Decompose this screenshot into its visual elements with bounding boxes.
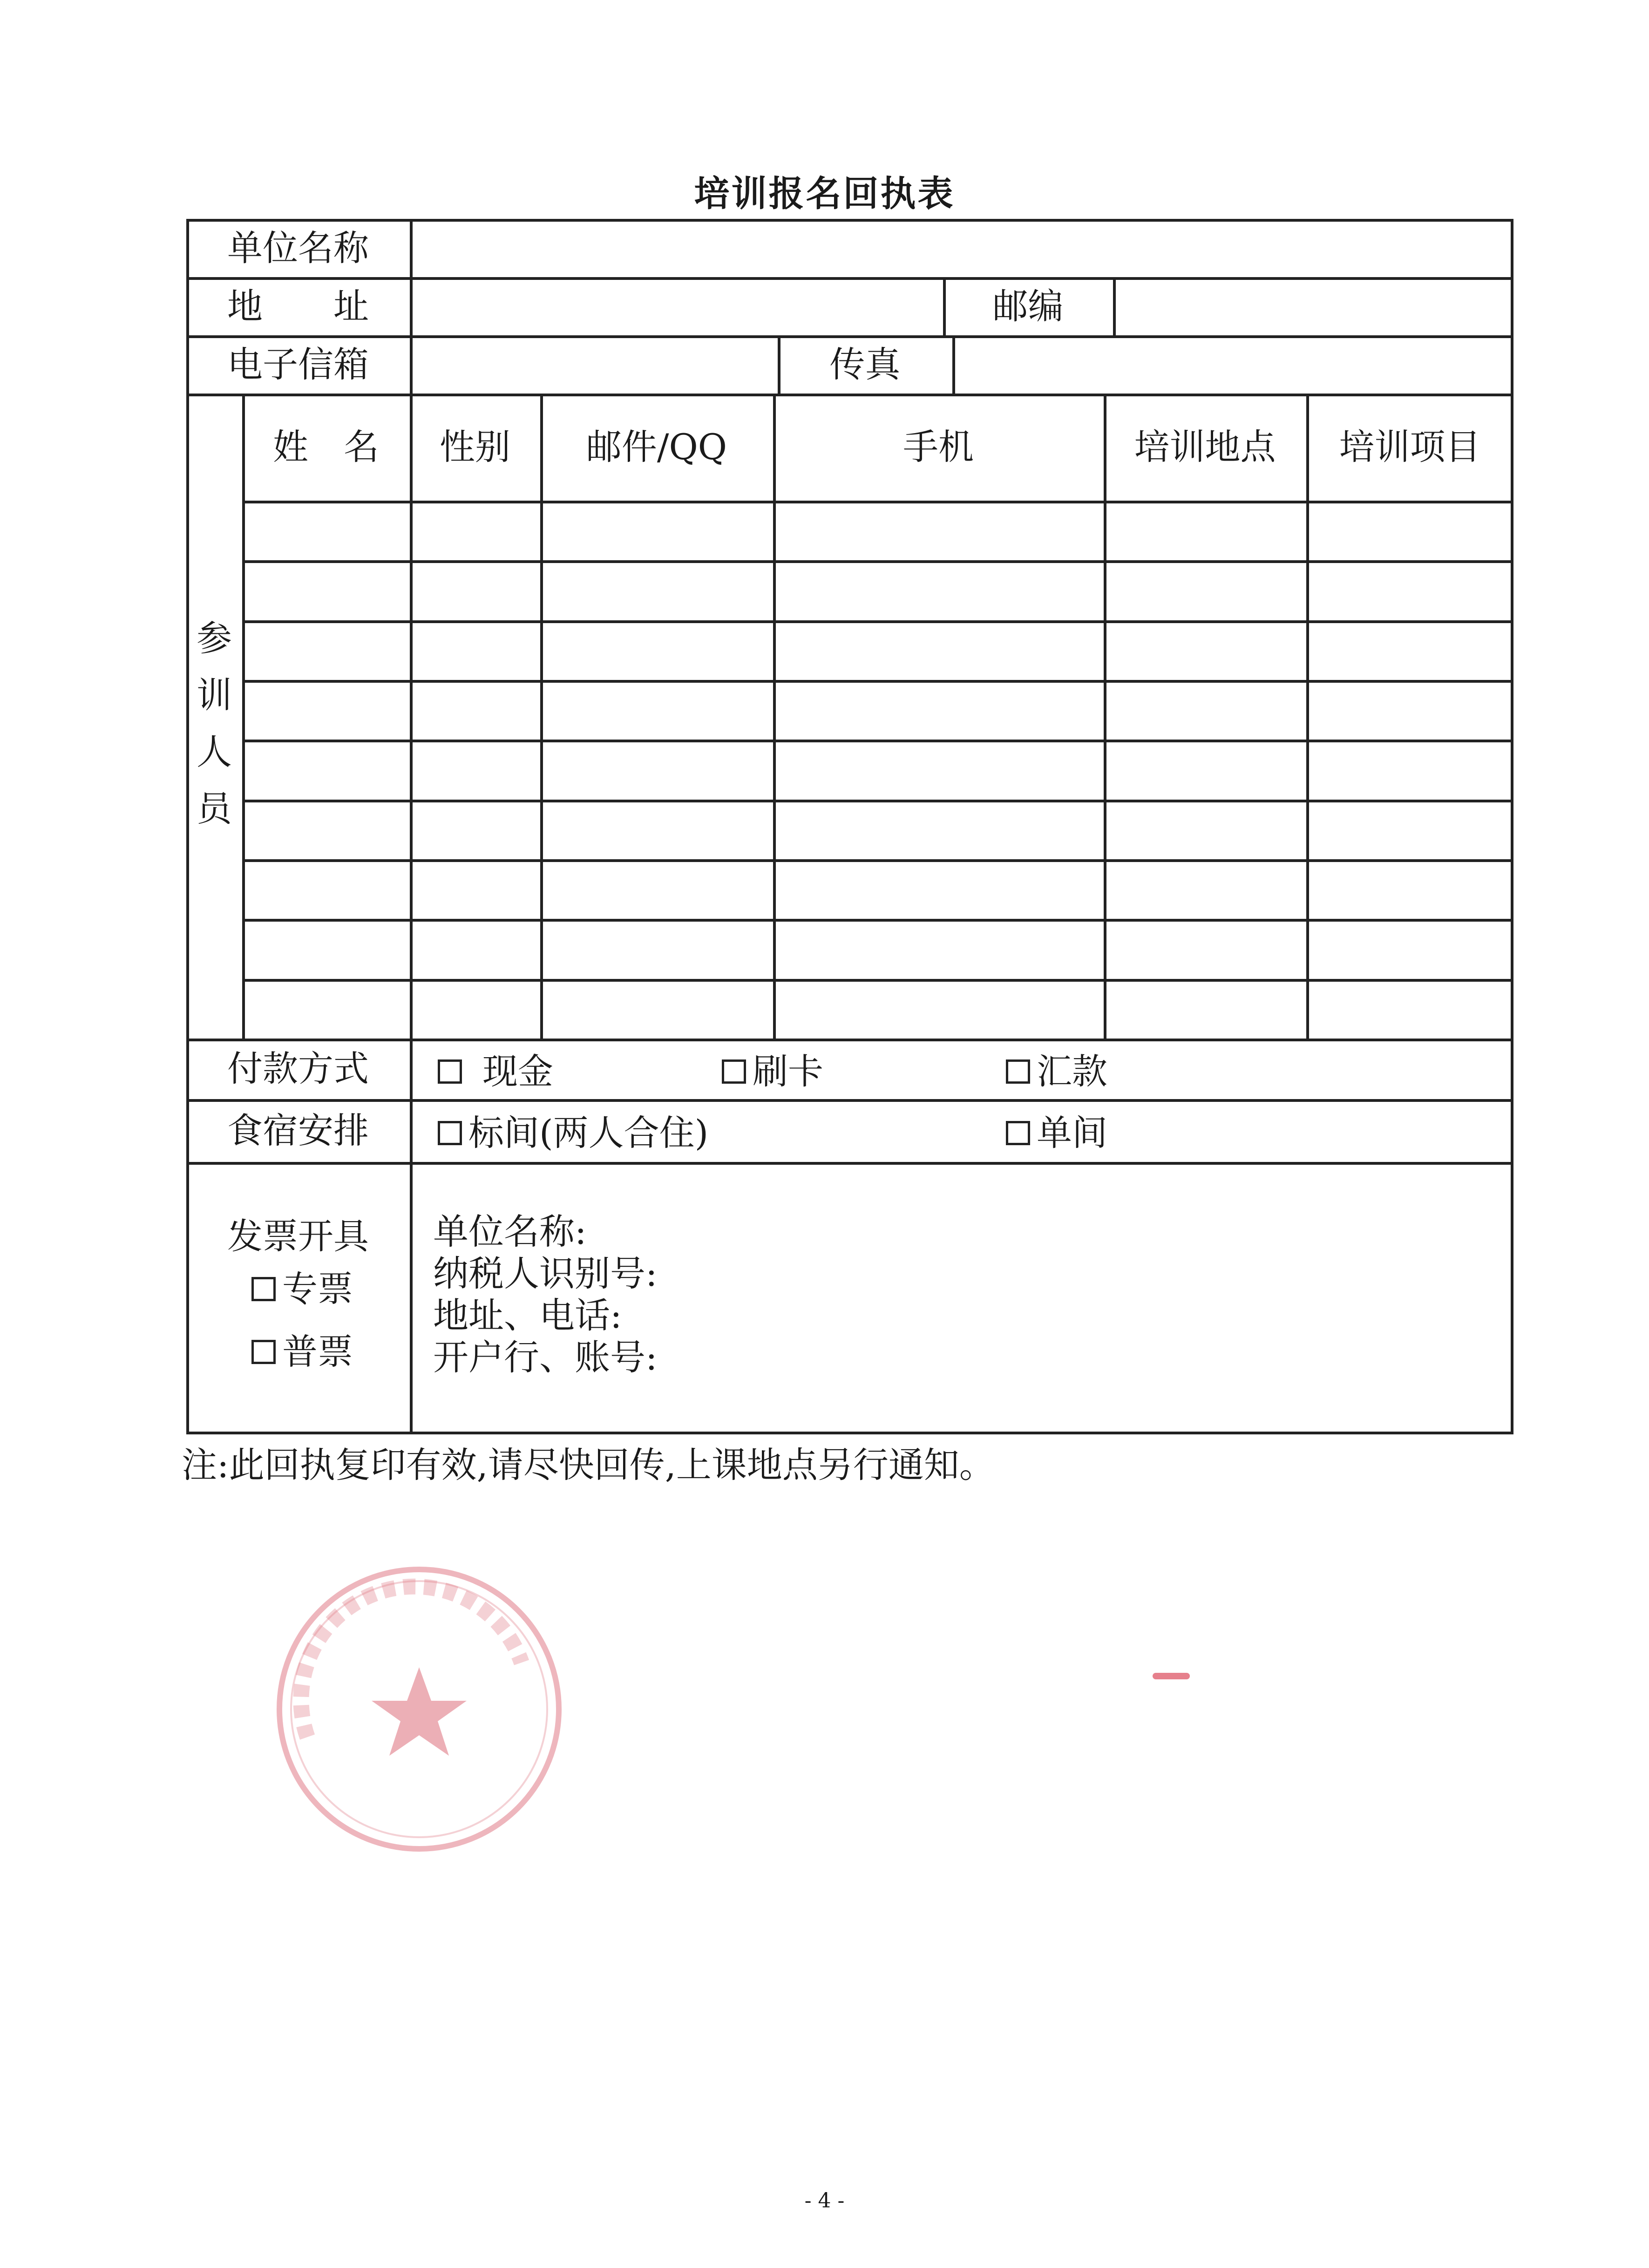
footnote: 注:此回执复印有效,请尽快回传,上课地点另行通知。 xyxy=(182,1444,995,1486)
col-header-mobile: 手机 xyxy=(903,426,974,468)
participants-char: 人 xyxy=(197,731,232,773)
payment-option-label: 汇款 xyxy=(1037,1051,1107,1092)
participant-row-rule xyxy=(242,620,1513,623)
invoice-label: 发票开具 xyxy=(227,1215,369,1257)
participant-row-rule xyxy=(242,740,1513,742)
rule xyxy=(186,1432,1513,1434)
rule xyxy=(186,1162,1513,1165)
fax-label: 传真 xyxy=(829,343,901,385)
invoice-option-label: 普票 xyxy=(282,1331,353,1372)
lodging-label: 食宿安排 xyxy=(227,1109,369,1151)
participant-row-rule xyxy=(242,919,1513,922)
rule xyxy=(242,501,1513,503)
postcode-label: 邮编 xyxy=(992,285,1064,327)
participant-row-rule xyxy=(242,979,1513,982)
email-field[interactable] xyxy=(413,338,778,394)
unit-name-field[interactable] xyxy=(413,222,1511,277)
unit-name-label: 单位名称 xyxy=(227,227,369,269)
lodging-option-label: 标间(两人合住) xyxy=(468,1112,709,1154)
col-header-name: 姓 名 xyxy=(273,426,379,468)
registration-form xyxy=(186,219,1513,1434)
participant-row-rule xyxy=(242,800,1513,802)
col-header-gender: 性别 xyxy=(440,426,510,468)
participant-row-rule xyxy=(242,859,1513,862)
checkbox-icon[interactable] xyxy=(438,1059,462,1084)
payment-label: 付款方式 xyxy=(227,1048,369,1089)
checkbox-icon[interactable] xyxy=(251,1340,276,1364)
address-label: 地 址 xyxy=(227,285,369,327)
participants-char: 训 xyxy=(197,674,232,716)
lodging-option-single[interactable] xyxy=(1006,1112,1107,1154)
invoice-option-label: 专票 xyxy=(282,1268,353,1310)
invoice-option-general[interactable] xyxy=(251,1331,353,1372)
checkbox-icon[interactable] xyxy=(251,1277,276,1301)
participant-row-rule xyxy=(242,560,1513,563)
col-header-email-qq: 邮件/QQ xyxy=(586,426,727,468)
lodging-option-twin[interactable] xyxy=(438,1112,709,1154)
payment-option-transfer[interactable] xyxy=(1006,1051,1107,1092)
invoice-field-address-phone[interactable]: 地址、电话: xyxy=(433,1295,622,1336)
payment-option-card[interactable] xyxy=(722,1051,823,1092)
checkbox-icon[interactable] xyxy=(1006,1059,1030,1084)
invoice-option-special[interactable] xyxy=(251,1268,353,1310)
page-number: - 4 - xyxy=(804,2189,845,2213)
checkbox-icon[interactable] xyxy=(722,1059,746,1084)
col-header-training-program: 培训项目 xyxy=(1339,426,1481,468)
official-seal xyxy=(261,1551,577,1867)
page-title: 培训报名回执表 xyxy=(694,173,955,214)
checkbox-icon[interactable] xyxy=(1006,1121,1030,1145)
payment-option-cash[interactable] xyxy=(438,1051,553,1092)
ink-mark xyxy=(1153,1673,1190,1679)
participants-label xyxy=(186,610,242,837)
invoice-field-bank-account[interactable]: 开户行、账号: xyxy=(433,1337,658,1378)
col-header-training-location: 培训地点 xyxy=(1134,426,1276,468)
payment-option-label: 现金 xyxy=(482,1051,553,1092)
invoice-fields xyxy=(433,1211,658,1378)
fax-field[interactable] xyxy=(955,338,1511,394)
rule xyxy=(410,1039,413,1434)
lodging-option-label: 单间 xyxy=(1037,1112,1107,1154)
checkbox-icon[interactable] xyxy=(438,1121,462,1145)
payment-option-label: 刷卡 xyxy=(753,1051,823,1092)
red-star-icon xyxy=(372,1667,467,1756)
participants-char: 员 xyxy=(197,788,232,829)
invoice-field-taxpayer-id[interactable]: 纳税人识别号: xyxy=(433,1253,658,1294)
postcode-field[interactable] xyxy=(1116,280,1511,335)
address-field[interactable] xyxy=(413,280,943,335)
email-label: 电子信箱 xyxy=(227,343,369,385)
participant-row-rule xyxy=(242,680,1513,683)
invoice-field-unit-name[interactable]: 单位名称: xyxy=(433,1211,587,1252)
participants-char: 参 xyxy=(197,618,232,659)
